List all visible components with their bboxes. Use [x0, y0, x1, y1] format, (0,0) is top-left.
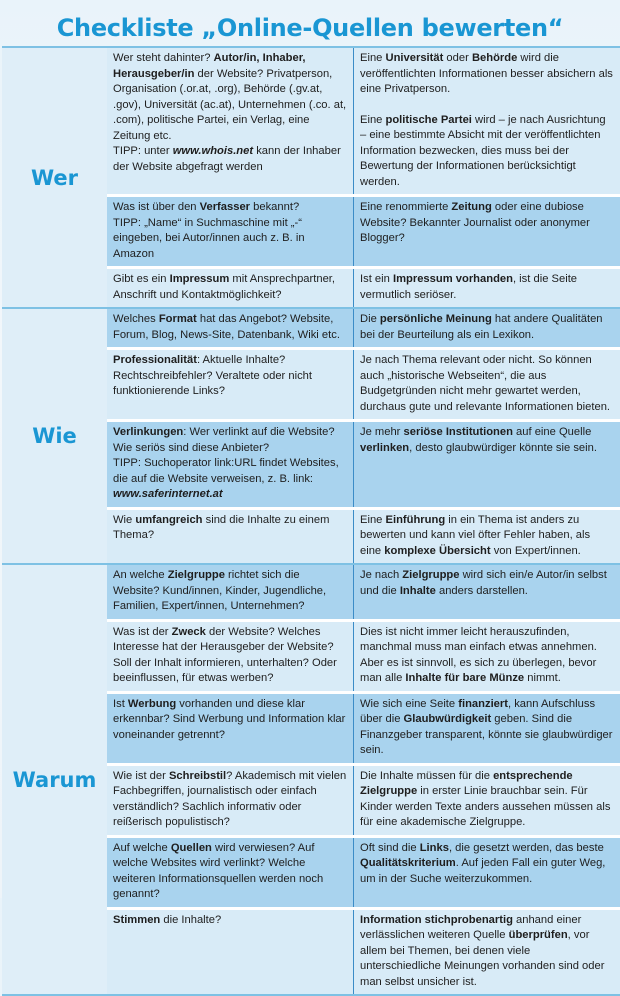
- table-row: [107, 694, 620, 766]
- table-row: [107, 766, 620, 838]
- table-row: [107, 350, 620, 422]
- answer-cell: Je nach Zielgruppe wird sich ein/e Autor/in selbst und die Inhalte anders darstellen.: [360, 569, 607, 597]
- question-cell: Gibt es ein Impressum mit Ansprechpartner, Anschrift und Kontaktmöglichkeit?: [107, 269, 354, 307]
- group-label: Warum: [2, 565, 107, 994]
- question-cell: Wer steht dahinter? Autor/in, Inhaber, Herausgeber/in der Website? Privatperson, Organisation (.or.at, .org), Behörde (.gv.at, .gov), Universität (ac.at), Unternehmen (.co. at, .com), politische Partei, ein Verlag, eine Zeitung etc. TIPP: unter www.whois.net kann der Inhaber der Website abgefragt werden: [107, 48, 354, 194]
- question-cell: An welche Zielgruppe richtet sich die Website? Kund/innen, Kinder, Jugendliche, Familien, Expert/innen, Unternehmen?: [107, 565, 354, 619]
- answer-cell: Eine renommierte Zeitung oder eine dubiose Website? Bekannter Journalist oder anonymer Blogger?: [360, 201, 590, 244]
- table-row: [107, 48, 620, 197]
- group-label: Wer: [2, 48, 107, 307]
- table-row: [107, 422, 620, 510]
- answer-cell: Dies ist nicht immer leicht herauszufinden, manchmal muss man einfach etwas annehmen. Aber es ist sinnvoll, es sich zu überlegen, bevor man alle Inhalte für bare Münze nimmt.: [360, 625, 597, 684]
- question-cell: Wie umfangreich sind die Inhalte zu einem Thema?: [107, 510, 354, 564]
- table-row: [107, 510, 620, 564]
- question-cell: Professionalität: Aktuelle Inhalte? Rechtschreibfehler? Veraltete oder nicht funktionierende Links?: [107, 350, 354, 419]
- table-row: [107, 838, 620, 910]
- group-label: Wie: [2, 309, 107, 563]
- answer-cell: Eine Universität oder Behörde wird die veröffentlichten Informationen besser absichern als eine Privatperson. Eine politische Partei wird – je nach Ausrichtung – eine bestimmte Absicht mit der veröffentlichten Information bezwecken, dies muss bei der Bewertung der Informationen berücksichtigt werden.: [360, 52, 613, 188]
- table-row: [107, 309, 620, 350]
- question-cell: Was ist der Zweck der Website? Welches Interesse hat der Herausgeber der Website? Soll der Inhalt informieren, unterhalten? Oder beeinflussen, für etwas werben?: [107, 622, 354, 691]
- table-row: [107, 622, 620, 694]
- answer-cell: Oft sind die Links, die gesetzt werden, das beste Qualitätskriterium. Auf jeden Fall ein guter Weg, um in der Suche weiterzukommen.: [360, 841, 606, 885]
- question-cell: Auf welche Quellen wird verwiesen? Auf welche Websites wird verlinkt? Welche weiteren Informationsquellen werden noch genannt?: [107, 838, 354, 907]
- answer-cell: Eine Einführung in ein Thema ist anders zu bewerten und kann viel öfter Fehler haben, als eine komplexe Übersicht von Expert/innen.: [360, 513, 591, 557]
- answer-cell: Je nach Thema relevant oder nicht. So können auch „historische Webseiten“, die aus Budgetgründen nicht mehr gewartet werden, durchaus gute und relevante Informationen bieten.: [360, 354, 611, 413]
- table-row: [107, 910, 620, 995]
- table-row: [107, 269, 620, 307]
- answer-cell: Die persönliche Meinung hat andere Qualitäten bei der Beurteilung als ein Lexikon.: [360, 313, 603, 341]
- question-cell: Ist Werbung vorhanden und diese klar erkennbar? Sind Werbung und Information klar voneinander getrennt?: [107, 694, 354, 763]
- question-cell: Verlinkungen: Wer verlinkt auf die Website? Wie seriös sind diese Anbieter? TIPP: Suchoperator link:URL findet Websites, die auf die Website verweisen, z. B. link: www.saferinternet.at: [107, 422, 354, 507]
- group-wie: [2, 309, 620, 565]
- answer-cell: Die Inhalte müssen für die entsprechende Zielgruppe in erster Linie brauchbar sein. Für Kinder werden Texte anders aussehen müssen als für eine akademische Zielgruppe.: [360, 769, 611, 828]
- group-warum: [2, 565, 620, 996]
- answer-cell: Je mehr seriöse Institutionen auf eine Quelle verlinken, desto glaubwürdiger könnte sie sein.: [360, 426, 597, 454]
- page-title: Checkliste „Online-Quellen bewerten“: [56, 14, 564, 42]
- answer-cell: Wie sich eine Seite finanziert, kann Aufschluss über die Glaubwürdigkeit geben. Sind die Finanzgeber transparent, könnte sie glaubwürdiger sein.: [360, 697, 613, 756]
- answer-cell: Ist ein Impressum vorhanden, ist die Seite vermutlich seriöser.: [360, 273, 578, 301]
- question-cell: Stimmen die Inhalte?: [107, 910, 354, 995]
- table-row: [107, 197, 620, 269]
- group-wer: [2, 48, 620, 309]
- question-cell: Wie ist der Schreibstil? Akademisch mit vielen Fachbegriffen, journalistisch oder einfach verständlich? Sachlich informativ oder reißerisch populistisch?: [107, 766, 354, 835]
- table-row: [107, 565, 620, 622]
- question-cell: Was ist über den Verfasser bekannt? TIPP: „Name“ in Suchmaschine mit „-“ eingeben, bei Autor/innen auch z. B. in Amazon: [107, 197, 354, 266]
- checklist-table: [2, 46, 620, 996]
- question-cell: Welches Format hat das Angebot? Website, Forum, Blog, News-Site, Datenbank, Wiki etc.: [107, 309, 354, 347]
- answer-cell: Information stichprobenartig anhand einer verlässlichen weiteren Quelle überprüfen, vor allem bei Themen, bei denen viele unterschiedliche Meinungen vorhanden sind oder man selbst unsicher ist.: [360, 913, 605, 988]
